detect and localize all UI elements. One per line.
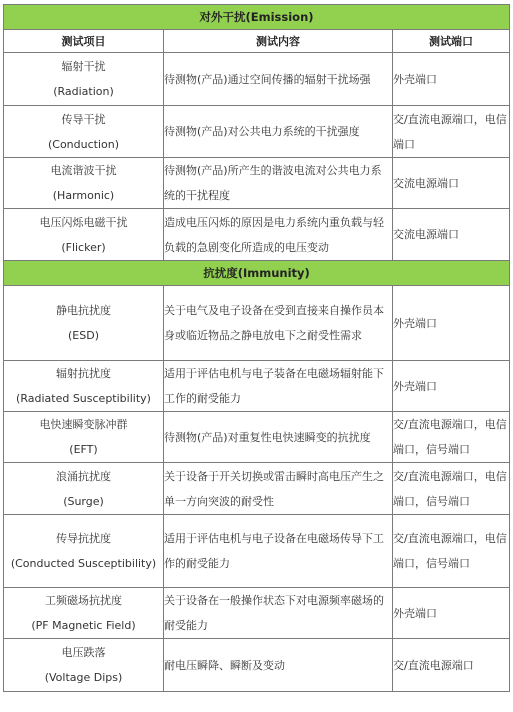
test-item-cell [4, 639, 164, 692]
test-content-cell: 关于电气及电子设备在受到直接来自操作员本身或临近物品之静电放电下之耐受性需求 [164, 286, 393, 361]
test-item-cell [4, 158, 164, 209]
test-content-cell: 适用于评估电机与电子装备在电磁场辐射能下工作的耐受能力 [164, 361, 393, 412]
test-item-cell [4, 515, 164, 588]
test-item-english: (ESD) [68, 329, 99, 342]
emc-test-table [3, 4, 510, 692]
test-item-name: 静电抗扰度 [56, 304, 111, 317]
test-item-cell [4, 286, 164, 361]
test-item-name: 电压跌落 [61, 646, 106, 659]
test-item-name: 电压闪烁电磁干扰 [39, 215, 128, 229]
test-item-name: 辐射抗扰度 [56, 367, 111, 380]
test-item-name: 浪涌抗扰度 [56, 469, 111, 483]
test-content-cell: 造成电压闪烁的原因是电力系统内重负载与轻负载的急剧变化所造成的电压变动 [164, 209, 393, 261]
test-port-cell: 外壳端口 [393, 286, 510, 361]
test-item-english: (Flicker) [61, 240, 106, 254]
test-item-cell [4, 106, 164, 158]
test-port-cell: 交流电源端口 [393, 209, 510, 261]
test-item-cell [4, 53, 164, 106]
column-header-item: 测试项目 [4, 30, 164, 53]
table-row [4, 639, 510, 692]
test-item-english: (Surge) [63, 494, 104, 508]
test-item-english: (PF Magnetic Field) [31, 619, 136, 632]
test-item-english: (Radiated Susceptibility) [16, 392, 151, 405]
test-port-cell: 外壳端口 [393, 361, 510, 412]
table-row [4, 286, 510, 361]
test-item-name: 电快速瞬变脉冲群 [39, 418, 128, 431]
table-row [4, 463, 510, 515]
table-row [4, 106, 510, 158]
test-content-cell: 待测物(产品)对重复性电快速瞬变的抗扰度 [164, 412, 393, 463]
test-item-name: 传导干扰 [61, 112, 106, 126]
test-port-cell: 交流电源端口 [393, 158, 510, 209]
test-content-cell: 待测物(产品)通过空间传播的辐射干扰场强 [164, 53, 393, 106]
test-content-cell: 关于设备在一般操作状态下对电源频率磁场的耐受能力 [164, 588, 393, 639]
table-row [4, 53, 510, 106]
column-header-content: 测试内容 [164, 30, 393, 53]
test-item-english: (Conducted Susceptibility) [10, 557, 157, 570]
test-item-english: (Radiation) [53, 85, 114, 98]
test-content-cell: 适用于评估电机与电子设备在电磁场传导下工作的耐受能力 [164, 515, 393, 588]
test-port-cell: 交/直流电源端口，电信端口，信号端口 [393, 515, 510, 588]
test-item-cell [4, 361, 164, 412]
section-title: 抗扰度(Immunity) [4, 261, 510, 286]
test-item-name: 辐射干扰 [61, 60, 106, 73]
test-content-cell: 关于设备于开关切换或雷击瞬时高电压产生之单一方向突波的耐受性 [164, 463, 393, 515]
test-content-cell: 耐电压瞬降、瞬断及变动 [164, 639, 393, 692]
test-item-english: (Voltage Dips) [44, 671, 123, 684]
test-item-english: (EFT) [69, 443, 98, 456]
table-row [4, 412, 510, 463]
table-row [4, 158, 510, 209]
table-row [4, 209, 510, 261]
test-port-cell: 外壳端口 [393, 53, 510, 106]
test-item-name: 工频磁场抗扰度 [45, 594, 122, 607]
test-content-cell: 待测物(产品)对公共电力系统的干扰强度 [164, 106, 393, 158]
test-port-cell: 交/直流电源端口，电信端口，信号端口 [393, 463, 510, 515]
test-item-english: (Conduction) [47, 137, 120, 151]
column-header-port: 测试端口 [393, 30, 510, 53]
test-item-english: (Harmonic) [52, 189, 115, 202]
test-port-cell: 交/直流电源端口，电信端口，信号端口 [393, 412, 510, 463]
test-item-name: 传导抗扰度 [56, 532, 111, 545]
table-row [4, 515, 510, 588]
test-port-cell: 交/直流电源端口 [393, 639, 510, 692]
section-header-row [4, 5, 510, 30]
column-header-row [4, 30, 510, 53]
table-row [4, 588, 510, 639]
test-item-cell [4, 209, 164, 261]
test-content-cell: 待测物(产品)所产生的谐波电流对公共电力系统的干扰程度 [164, 158, 393, 209]
test-item-name: 电流谐波干扰 [50, 164, 117, 177]
section-header-row [4, 261, 510, 286]
test-item-cell [4, 412, 164, 463]
test-item-cell [4, 463, 164, 515]
table-row [4, 361, 510, 412]
section-title: 对外干扰(Emission) [4, 5, 510, 30]
test-item-cell [4, 588, 164, 639]
test-port-cell: 交/直流电源端口，电信端口 [393, 106, 510, 158]
test-port-cell: 外壳端口 [393, 588, 510, 639]
